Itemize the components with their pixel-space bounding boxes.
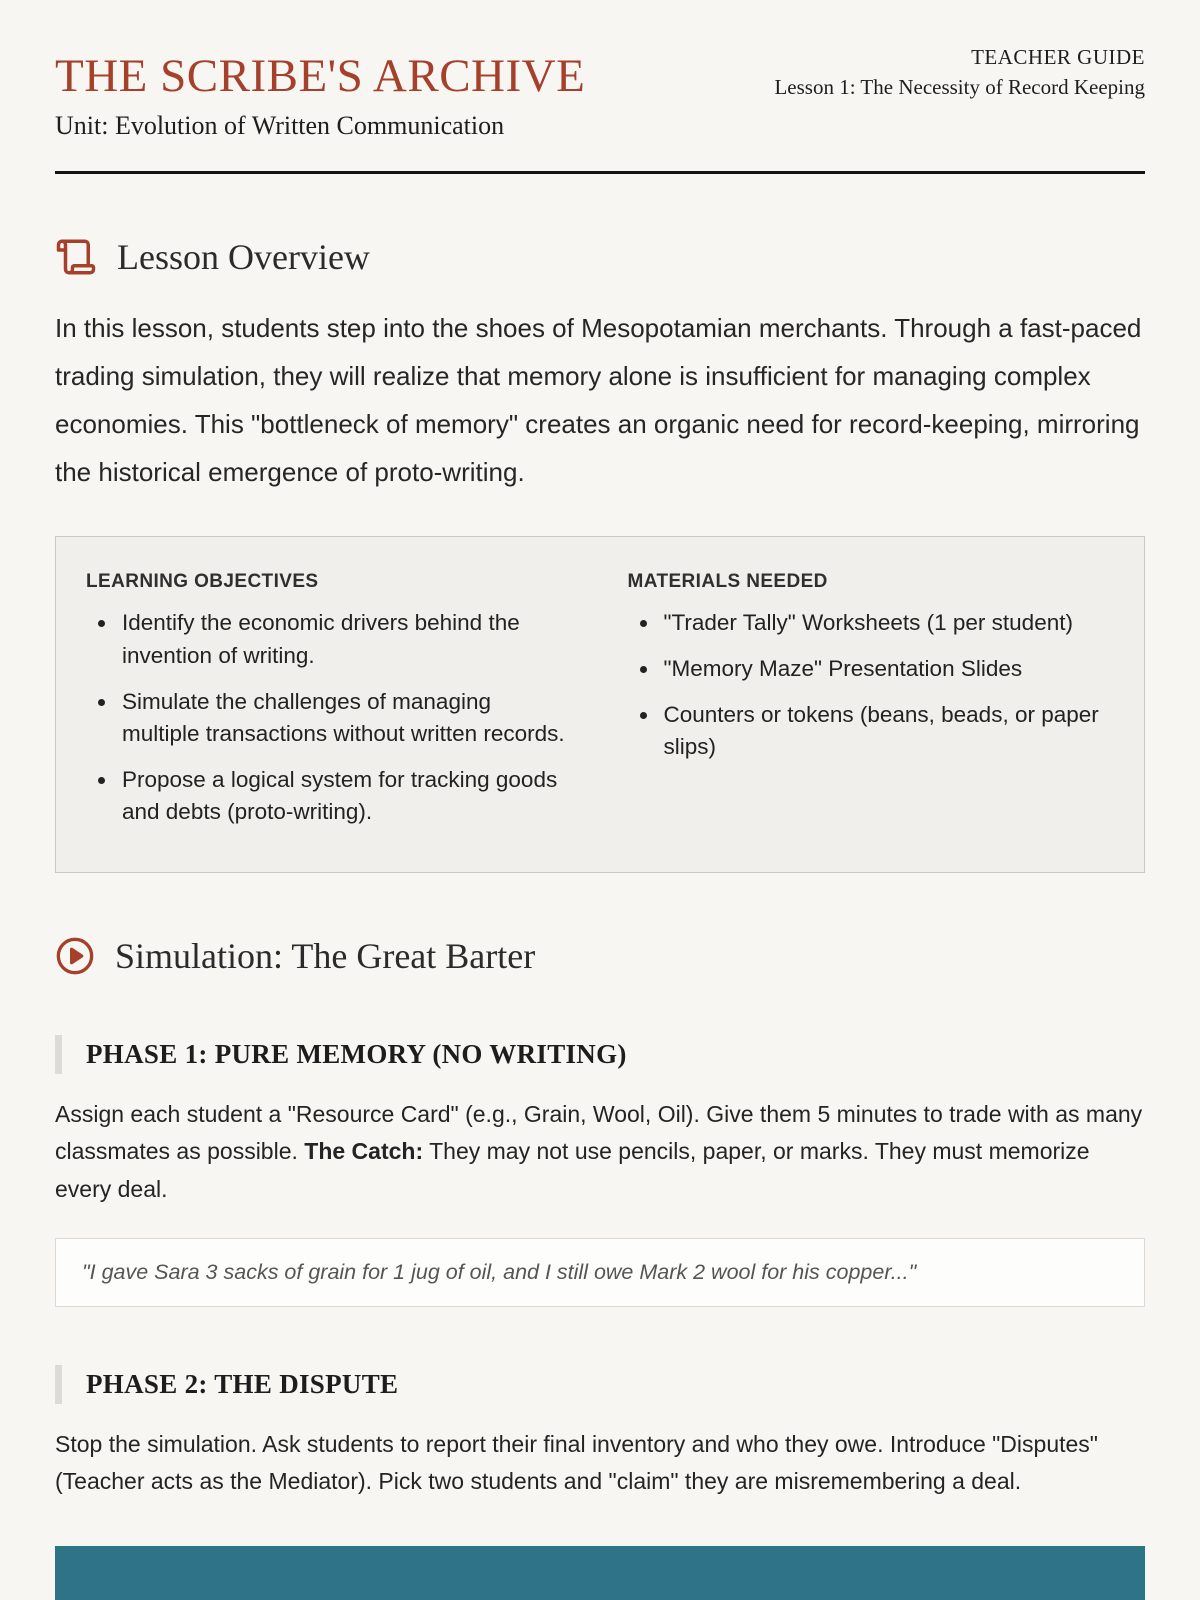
lesson-overview-heading <box>55 236 1145 278</box>
header-meta <box>774 42 1145 103</box>
phase1-body-post: They may not use pencils, paper, or marks. They must memorize every deal. <box>55 1138 1090 1202</box>
materials-needed-column <box>628 571 1115 842</box>
learning-objectives-heading: LEARNING OBJECTIVES <box>86 571 319 593</box>
phase2-heading: PHASE 2: THE DISPUTE <box>55 1365 1145 1404</box>
phase1-body-pre: Assign each student a "Resource Card" (e.g., Grain, Wool, Oil). Give them 5 minutes to trade with as many classmates as possible. <box>55 1101 1143 1165</box>
learning-objectives-column <box>86 571 573 842</box>
list-item: • Propose a logical system for tracking goods and debts (proto-writing). <box>118 764 573 829</box>
lesson-overview-title: Lesson Overview <box>117 236 370 277</box>
teacher-guide-label: TEACHER GUIDE <box>971 45 1145 69</box>
bottom-callout-bar <box>55 1546 1145 1600</box>
materials-needed-list <box>628 607 1115 764</box>
phase2-body: Stop the simulation. Ask students to report their final inventory and who they owe. Introduce "Disputes" (Teacher acts as the Mediator). Pick two students and "claim" they are misremembering a deal. <box>55 1430 1098 1494</box>
list-item: • "Trader Tally" Worksheets (1 per student) <box>660 607 1115 640</box>
list-item: • Identify the economic drivers behind the invention of writing. <box>118 607 573 672</box>
header-divider <box>55 171 1145 174</box>
objectives-materials-box <box>55 536 1145 873</box>
example-quote-text: "I gave Sara 3 sacks of grain for 1 jug of oil, and I still owe Mark 2 wool for his copper..." <box>82 1259 917 1284</box>
section-simulation <box>55 935 1145 1500</box>
list-item: • "Memory Maze" Presentation Slides <box>660 653 1115 686</box>
page-title: THE SCRIBE'S ARCHIVE <box>55 50 586 103</box>
phase1-catch-label: The Catch: <box>304 1138 424 1165</box>
learning-objectives-list <box>86 607 573 829</box>
section-lesson-overview <box>55 236 1145 873</box>
list-item: • Simulate the challenges of managing multiple transactions without written records. <box>118 686 573 751</box>
list-item: • Counters or tokens (beans, beads, or paper slips) <box>660 699 1115 764</box>
materials-needed-heading: MATERIALS NEEDED <box>627 571 828 593</box>
unit-subtitle: Unit: Evolution of Written Communication <box>55 110 505 140</box>
example-quote-box <box>55 1238 1145 1307</box>
scroll-icon <box>55 236 97 278</box>
play-circle-icon <box>55 936 95 976</box>
simulation-title: Simulation: The Great Barter <box>115 936 536 976</box>
lesson-overview-body: In this lesson, students step into the shoes of Mesopotamian merchants. Through a fast-paced trading simulation, they will realize that memory alone is insufficient for managing complex economies. This "bottleneck of memory" creates an organic need for record-keeping, mirroring the historical emergence of proto-writing. <box>55 312 1142 488</box>
phase1-body <box>55 1096 1145 1208</box>
simulation-heading <box>55 935 1145 977</box>
header-top <box>55 42 1145 103</box>
lesson-label: Lesson 1: The Necessity of Record Keeping <box>774 75 1145 100</box>
header <box>55 42 1145 174</box>
phase1-heading: PHASE 1: PURE MEMORY (NO WRITING) <box>55 1035 1145 1074</box>
